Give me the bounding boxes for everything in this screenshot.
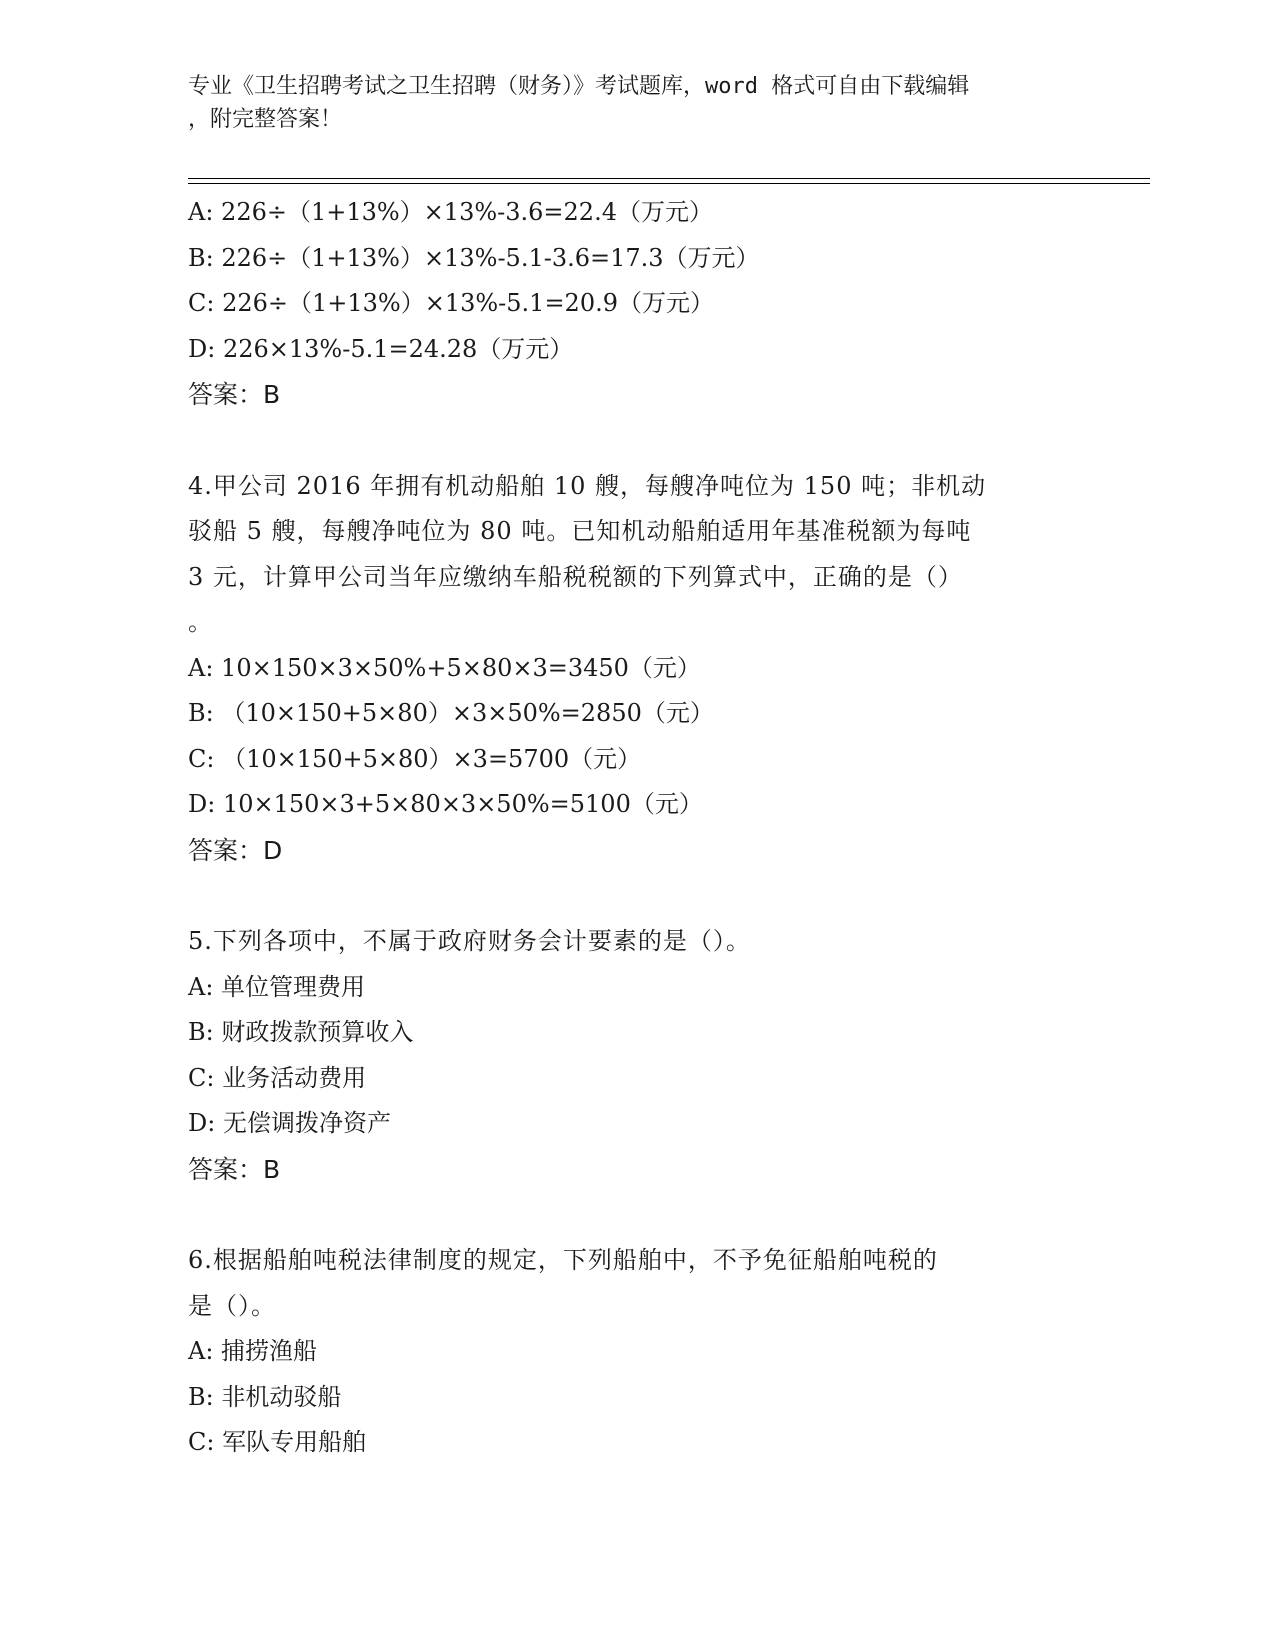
question-5	[188, 919, 1088, 1192]
option-c: C: 226÷（1+13%）×13%-5.1=20.9（万元）	[188, 289, 714, 317]
question-6	[188, 1238, 1088, 1466]
answer-label: 答案：D	[188, 835, 283, 865]
answer-label: 答案：B	[188, 380, 281, 409]
spacer	[188, 418, 1088, 464]
header-line-2: ，附完整答案！	[188, 107, 343, 132]
option-b: B: 226÷（1+13%）×13%-5.1-3.6=17.3（万元）	[188, 243, 760, 272]
header-divider-bottom	[188, 183, 1150, 184]
spacer	[188, 873, 1088, 919]
option-b: B: 财政拨款预算收入	[188, 1018, 414, 1046]
option-d: D: 10×150×3+5×80×3×50%=5100（元）	[188, 790, 703, 818]
question-4	[188, 464, 1088, 874]
option-b: B: 非机动驳船	[188, 1382, 342, 1411]
option-a: A: 捕捞渔船	[188, 1337, 318, 1365]
question-text-line: 驳船 5 艘，每艘净吨位为 80 吨。已知机动船舶适用年基准税额为每吨	[188, 517, 972, 545]
answer-label: 答案：B	[188, 1154, 281, 1184]
header-line-1: 专业《卫生招聘考试之卫生招聘（财务）》考试题库，word 格式可自由下载编辑	[188, 74, 970, 99]
question-3	[188, 190, 1088, 418]
header-divider-top	[188, 178, 1150, 179]
option-d: D: 226×13%-5.1=24.28（万元）	[188, 334, 574, 363]
spacer	[188, 1192, 1088, 1238]
option-a: A: 226÷（1+13%）×13%-3.6=22.4（万元）	[188, 198, 713, 226]
question-text-line: 6.根据船舶吨税法律制度的规定，下列船舶中，不予免征船舶吨税的	[188, 1246, 938, 1274]
question-content	[188, 190, 1088, 1466]
option-a: A: 10×150×3×50%+5×80×3=3450（元）	[188, 653, 701, 682]
document-header	[188, 70, 1088, 136]
question-text-line: 3 元，计算甲公司当年应缴纳车船税税额的下列算式中，正确的是（）	[188, 562, 963, 591]
option-d: D: 无偿调拨净资产	[188, 1109, 391, 1137]
question-text-line: 是（）。	[188, 1291, 276, 1320]
question-text-line: 。	[188, 608, 213, 636]
option-a: A: 单位管理费用	[188, 972, 366, 1001]
option-c: C: （10×150+5×80）×3=5700（元）	[188, 744, 642, 773]
question-text-line: 4.甲公司 2016 年拥有机动船舶 10 艘，每艘净吨位为 150 吨；非机动	[188, 471, 987, 500]
option-c: C: 军队专用船舶	[188, 1428, 367, 1456]
question-text-line: 5.下列各项中，不属于政府财务会计要素的是（）。	[188, 927, 751, 955]
option-b: B: （10×150+5×80）×3×50%=2850（元）	[188, 699, 714, 727]
option-c: C: 业务活动费用	[188, 1063, 367, 1092]
